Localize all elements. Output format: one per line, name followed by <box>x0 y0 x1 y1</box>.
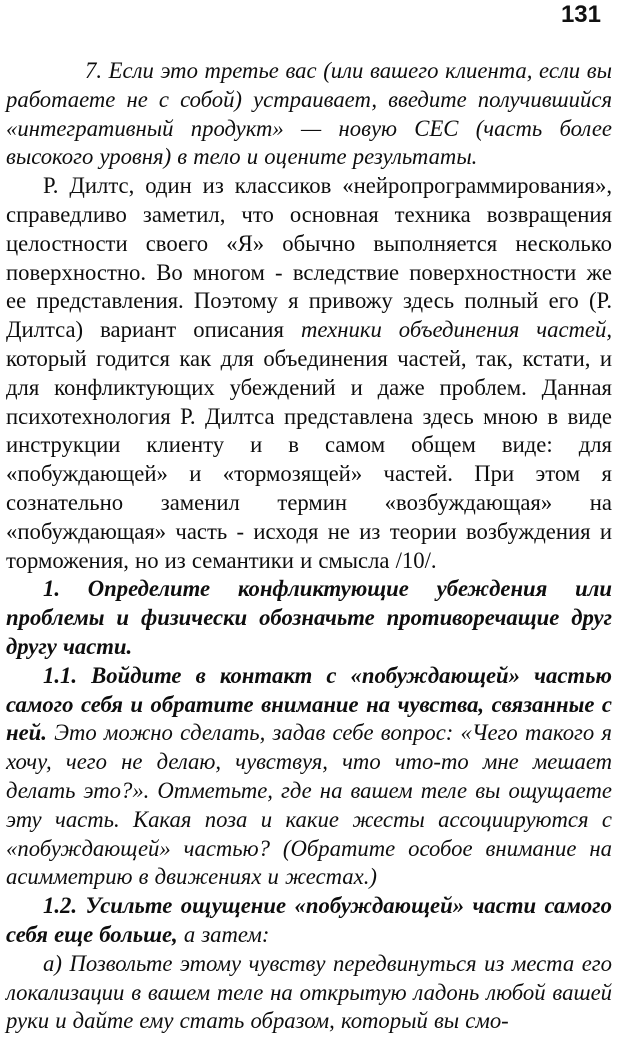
paragraph-step-1-1 <box>6 662 612 892</box>
paragraph-dilts-commentary <box>6 172 612 575</box>
text-segment: 1. Определите конфликтующие убеждения или проблемы и физически обозначьте противоречащие друг другу части. <box>6 576 612 659</box>
paragraph-step-a <box>6 950 612 1036</box>
text-segment: а) Позвольте этому чувству передвинуться из места его локализации в вашем теле на открытую ладонь любой вашей руки и дайте ему стать образом, который вы смо- <box>6 950 612 1034</box>
page-text <box>6 57 612 1036</box>
text-segment: 1.1. Войдите в контакт с «побуждающей» частью самого себя и обратите внимание на чувства, связанные с ней. <box>6 662 612 746</box>
paragraph-step-1 <box>6 575 612 661</box>
text-segment: 7. Если это третье вас (или вашего клиента, если вы работаете не с собой) устраивает, введите получившийся «интегративный продукт» — новую СЕС (часть более высокого уровня) в тело и оцените результаты. <box>6 58 612 170</box>
paragraph-step-1-2 <box>6 892 612 950</box>
text-segment: Это можно сделать, задав себе вопрос: «Чего такого я хочу, чего не делаю, чувствуя, что что-то мне мешает делать это?». Отметьте, где на вашем теле вы ощущаете эту часть. Какая поза и какие жесты ассоциируются с «побуждающей» частью? (Обратите особое внимание на асимметрию в движениях и жестах.) <box>6 720 612 890</box>
paragraph-step-7 <box>6 57 612 172</box>
text-segment: техники объединения частей, <box>301 317 612 343</box>
text-segment: который годится как для объединения частей, так, кстати, и для конфликтующих убеждений и даже проблем. Данная психотехнология Р. Дилтса представлена здесь мною в виде инструкции клиенту и в самом общем виде: для «побуждающей» и «тормозящей» частей. При этом я сознательно заменил термин «возбуждающая» на «побуждающая» часть - исходя не из теории возбуждения и торможения, но из семантики и смысла /10/. <box>6 345 612 573</box>
page-number: 131 <box>560 1 601 28</box>
text-segment: Р. Дилтс, один из классиков «нейропрограммирования», справедливо заметил, что основная техника возвращения целостности своего «Я» обычно выполняется несколько поверхностно. Во многом - вследствие поверхностности же ее представления. Поэтому я привожу здесь полный его (Р. Дилтса) вариант описания <box>6 173 612 343</box>
text-segment: а затем: <box>183 921 270 947</box>
text-segment: 1.2. Усильте ощущение «побуждающей» части самого себя еще больше, <box>6 893 612 947</box>
